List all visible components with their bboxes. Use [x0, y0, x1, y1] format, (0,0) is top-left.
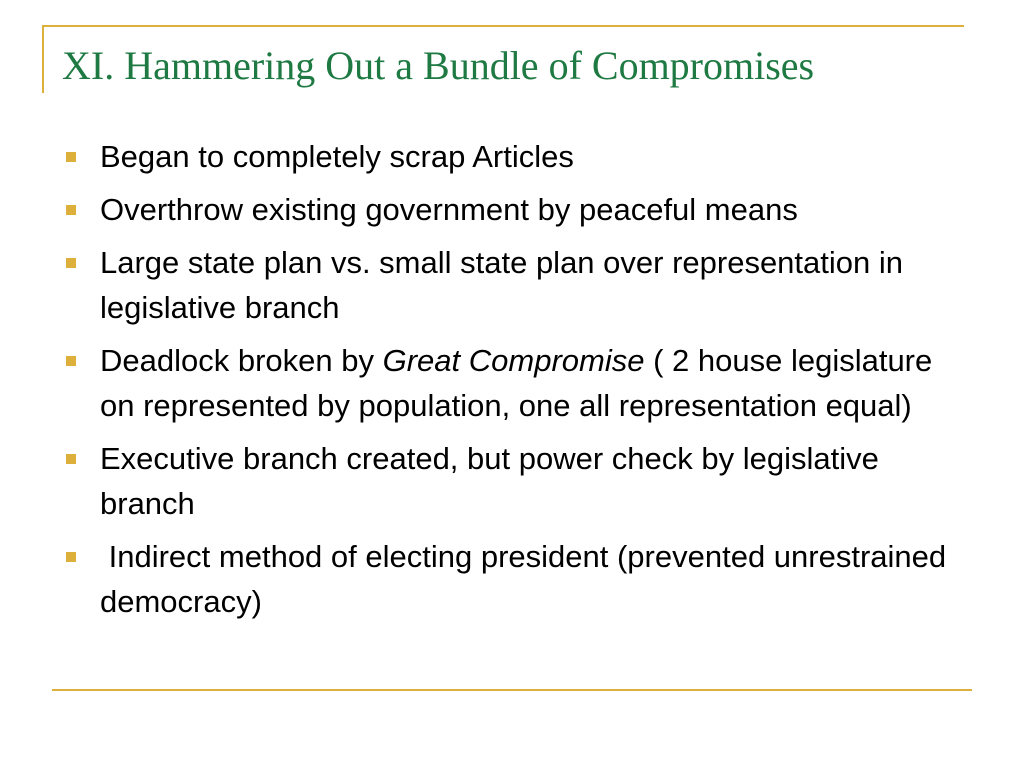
bullet-list [66, 134, 956, 632]
title-frame-top-rule [42, 25, 964, 27]
square-bullet-icon [66, 454, 76, 464]
bullet-item [66, 187, 956, 232]
bullet-text: Began to completely scrap Articles [100, 139, 574, 174]
slide-title: XI. Hammering Out a Bundle of Compromises [62, 43, 815, 88]
footer-rule [52, 689, 972, 691]
bullet-item [66, 436, 956, 526]
bullet-text-after: ( 2 house legislature on represented by population, one all representation equal) [100, 343, 941, 423]
bullet-text: Indirect method of electing president (prevented unrestrained democracy) [100, 539, 955, 619]
square-bullet-icon [66, 258, 76, 268]
great-compromise-emphasis: Great Compromise [382, 343, 645, 378]
bullet-text-before: Deadlock broken by [100, 343, 383, 378]
bullet-text: Large state plan vs. small state plan over representation in legislative branch [100, 245, 912, 325]
title-frame-left-rule [42, 25, 44, 93]
bullet-item [66, 134, 956, 179]
bullet-item [66, 534, 956, 624]
square-bullet-icon [66, 205, 76, 215]
bullet-text: Executive branch created, but power check by legislative branch [100, 441, 888, 521]
square-bullet-icon [66, 552, 76, 562]
bullet-item [66, 240, 956, 330]
square-bullet-icon [66, 152, 76, 162]
bullet-text: Overthrow existing government by peaceful means [100, 192, 798, 227]
bullet-item [66, 338, 956, 428]
square-bullet-icon [66, 356, 76, 366]
